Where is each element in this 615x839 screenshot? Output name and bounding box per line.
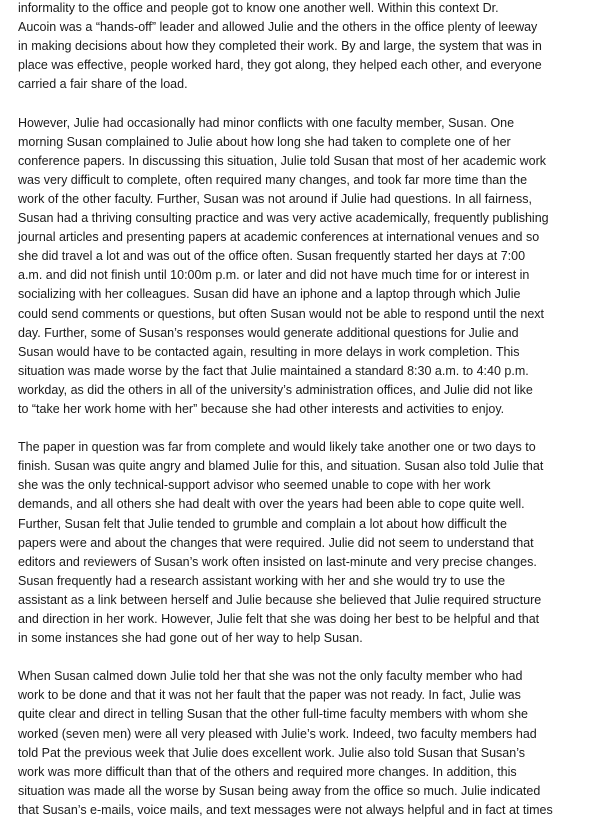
text-line: Further, Susan felt that Julie tended to grumble and complain a lot about how difficult the [18, 516, 507, 531]
text-line: papers were and about the changes that were required. Julie did not seem to understand that [18, 535, 534, 550]
text-line: The paper in question was far from complete and would likely take another one or two days to [18, 440, 536, 455]
text-line: and direction in her work. However, Julie felt that she was doing her best to be helpful and that [18, 612, 540, 626]
text-line: assistant as a link between herself and Julie because she believed that Julie required structure [18, 592, 542, 607]
text-line: worked (seven men) were all very pleased with Julie’s work. Indeed, two faculty members had [18, 726, 537, 741]
text-line: finish. Susan was quite angry and blamed Julie for this, and situation. Susan also told Julie that [18, 459, 544, 474]
text-line: situation was made worse by the fact that Julie maintained a standard 8:30 a.m. to 4:40 p.m. [18, 363, 529, 378]
text-line: Susan had a thriving consulting practice and was very active academically, frequently publishing [18, 211, 549, 226]
text-line: editors and reviewers of Susan’s work often insisted on last-minute and very precise changes. [18, 554, 537, 569]
text-line: could send comments or questions, but often Susan would not be able to respond until the next [18, 306, 545, 321]
document-page [18, 0, 608, 839]
text-line: morning Susan complained to Julie about how long she had taken to complete one of her [18, 134, 511, 149]
text-line: day. Further, some of Susan’s responses would generate additional questions for Julie and [18, 325, 519, 340]
text-line: that Susan’s e-mails, voice mails, and text messages were not always helpful and in fact at times [18, 802, 553, 817]
paragraph-4 [18, 667, 608, 820]
paragraph-3 [18, 438, 608, 648]
text-line: situation was made all the worse by Susan being away from the office so much. Julie indicated [18, 783, 541, 798]
text-line: work was more difficult than that of the others and required more changes. In addition, this [18, 764, 517, 779]
text-line: quite clear and direct in telling Susan that the other full-time faculty members with whom she [18, 707, 528, 722]
text-line: a.m. and did not finish until 10:00m p.m. or later and did not have much time for or interest in [18, 268, 530, 283]
text-line: conference papers. In discussing this situation, Julie told Susan that most of her academic work [18, 153, 547, 168]
text-line: Susan would have to be contacted again, resulting in more delays in work completion. This [18, 344, 520, 359]
text-line: Aucoin was a “hands-off” leader and allowed Julie and the others in the office plenty of leeway [18, 20, 538, 35]
text-line: to “take her work home with her” because she had other interests and activities to enjoy. [18, 401, 505, 416]
text-line: in making decisions about how they completed their work. By and large, the system that was in [18, 39, 542, 54]
text-line: she was the only technical-support advisor who seemed unable to cope with her work [18, 478, 491, 493]
text-line: carried a fair share of the load. [18, 77, 188, 92]
text-line: demands, and all others she had dealt with over the years had been able to cope quite well. [18, 497, 525, 512]
text-line: informality to the office and people got to know one another well. Within this context Dr. [18, 1, 499, 15]
paragraph-1 [18, 0, 608, 94]
text-line: socializing with her colleagues. Susan did have an iphone and a laptop through which Julie [18, 287, 521, 302]
text-line: However, Julie had occasionally had minor conflicts with one faculty member, Susan. One [18, 115, 515, 130]
text-line: was very difficult to complete, often required many changes, and took far more time than the [18, 172, 528, 187]
text-line: When Susan calmed down Julie told her that she was not the only faculty member who had [18, 669, 523, 684]
text-line: journal articles and presenting papers at academic conferences at international venues and so [18, 230, 540, 245]
text-line: in some instances she had gone out of her way to help Susan. [18, 631, 363, 646]
text-line: she did travel a lot and was out of the office often. Susan frequently started her days at 7:00 [18, 249, 526, 264]
text-line: work to be done and that it was not her fault that the paper was not ready. In fact, Julie was [18, 688, 521, 703]
text-line: workday, as did the others in all of the university’s administration offices, and Julie did not like [18, 382, 533, 397]
paragraph-2 [18, 114, 608, 420]
text-line: Susan frequently had a research assistant working with her and she would try to use the [18, 573, 506, 588]
text-line: told Pat the previous week that Julie does excellent work. Julie also told Susan that Susan’s [18, 745, 526, 760]
text-line: work of the other faculty. Further, Susan was not around if Julie had questions. In all fairness, [18, 191, 532, 206]
text-line: place was effective, people worked hard, they got along, they helped each other, and everyone [18, 58, 542, 73]
